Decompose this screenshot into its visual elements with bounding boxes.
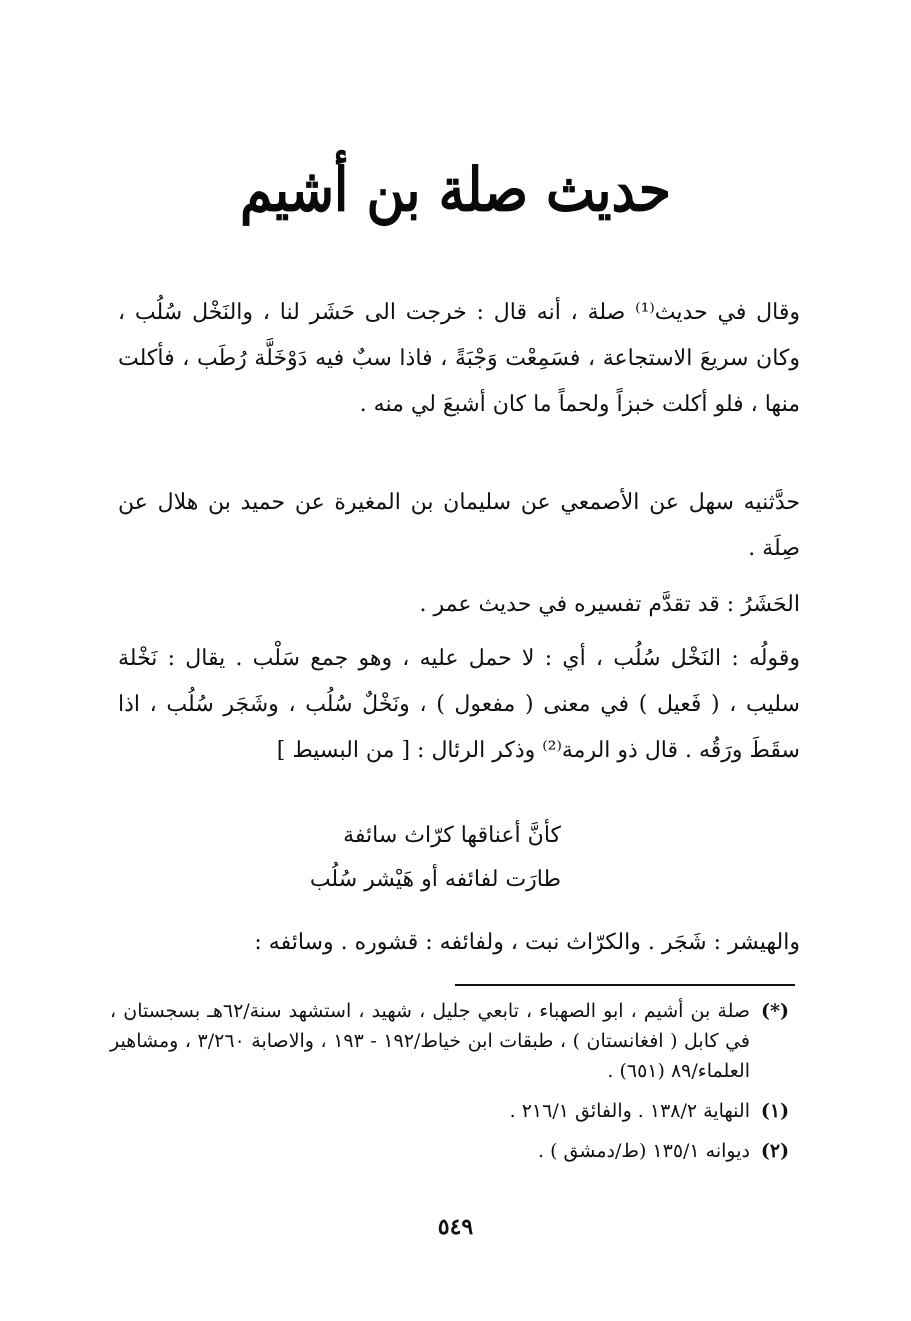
verse-line-1: كأنَّ أعناقها كرّاث سائفة [343, 823, 561, 848]
verse-line-2: طارَت لفائفه أو هَيْشر سُلُب [309, 867, 561, 892]
chapter-title: حديث صلة بن أشيم [240, 155, 671, 226]
footnote-mark: (١) [760, 1100, 790, 1122]
footnote-divider [455, 984, 795, 986]
footnote-text: ديوانه ١٣٥/١ (ط/دمشق ) . [538, 1140, 750, 1162]
paragraph-hadith [118, 290, 800, 428]
paragraph-text: الحَشَرُ : قد تقدَّم تفسيره في حديث عمر . [419, 592, 800, 617]
footnote-text: النهاية ١٣٨/٢ . والفائق ٢١٦/١ . [509, 1100, 750, 1122]
paragraph-text: وقولُه : النَخْل سُلُب ، أي : لا حمل عليه ، وهو جمع سَلْب . يقال : نَخْلة سليب ، ( فَعيل ) في معنى ( مفعول ) ، ونَخْلٌ سُلُب ، وشَجَر سُلُب ، اذا سقَطَ ورَقُه . قال ذو الرمة⁽²⁾ وذكر الرئال : [ من البسيط ] [118, 646, 800, 763]
paragraph-text: وقال في حديث⁽¹⁾ صلة ، أنه قال : خرجت الى حَشَر لنا ، والنَخْل سُلُب ، وكان سريعَ الاستجاعة ، فسَمِعْت وَجْبَةً ، فاذا سبٌ فيه دَوْخَلَّة رُطَب ، فأكلت منها ، فلو أكلت خبزاً ولحماً ما كان أشبعَ لي منه . [118, 300, 800, 417]
footnote-item [110, 996, 800, 1086]
page-number: ٥٤٩ [437, 1214, 474, 1240]
paragraph-hashar [118, 582, 800, 628]
paragraph-text: والهيشر : شَجَر . والكرّاث نبت ، ولفائفه : قشوره . وسائفه : [254, 930, 800, 955]
footnote-mark: (٢) [760, 1140, 790, 1162]
paragraph-isnad [118, 480, 800, 572]
footnote-text: صلة بن أشيم ، ابو الصهباء ، تابعي جليل ، شهيد ، استشهد سنة/٦٢هـ بسجستان ، في كابل ( افغانستان ) ، طبقات ابن خياط/١٩٢ - ١٩٣ ، والاصابة ٣/٢٦٠ ، ومشاهير العلماء/٨٩ (٦٥١) . [110, 1000, 750, 1082]
footnotes [110, 996, 800, 1166]
paragraph-text: حدَّثنيه سهل عن الأصمعي عن سليمان بن المغيرة عن حميد بن هلال عن صِلَة . [118, 490, 800, 561]
paragraph-haysher [118, 920, 800, 966]
footnote-item [110, 1136, 800, 1166]
paragraph-explanation [118, 636, 800, 774]
footnote-item [110, 1096, 800, 1126]
footnote-mark: (*) [761, 1000, 789, 1022]
